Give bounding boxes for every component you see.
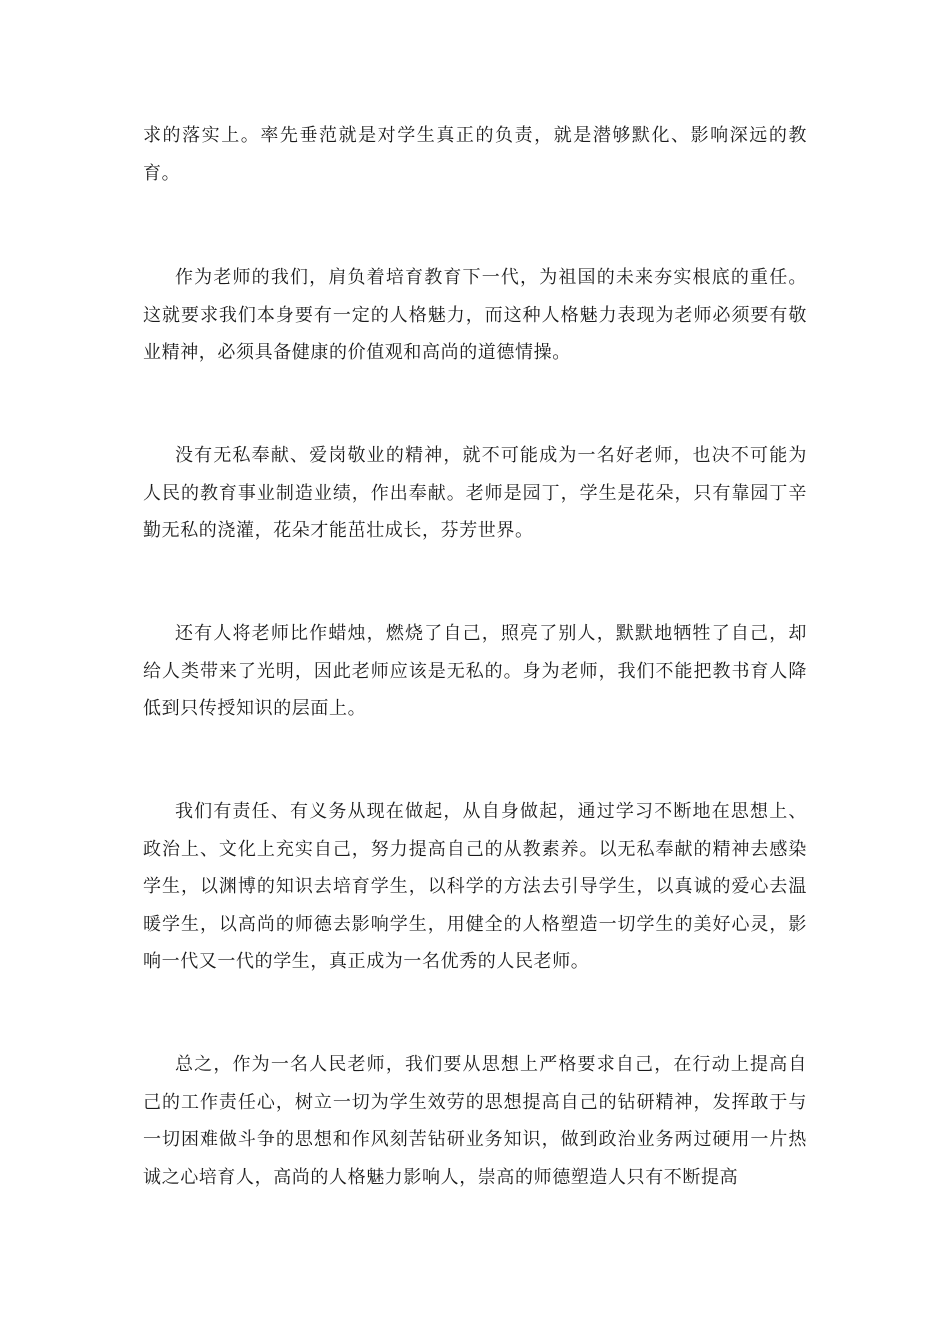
- paragraph-continuation: 求的落实上。率先垂范就是对学生真正的负责，就是潜够默化、影响深远的教育。: [143, 125, 807, 184]
- paragraph-teacher-responsibility: 作为老师的我们，肩负着培育教育下一代，为祖国的未来夯实根底的重任。这就要求我们本身要有一定的人格魅力，而这种人格魅力表现为老师必须要有敬业精神，必须具备健康的价值观和高尚的道德情操。: [143, 267, 807, 363]
- paragraph-duty: 我们有责任、有义务从现在做起，从自身做起，通过学习不断地在思想上、政治上、文化上充实自己，努力提高自己的从教素养。以无私奉献的精神去感染学生，以渊博的知识去培育学生，以科学的方法去引导学生，以真诚的爱心去温暖学生，以高尚的师德去影响学生，用健全的人格塑造一切学生的美好心灵，影响一代又一代的学生，真正成为一名优秀的人民老师。: [143, 801, 807, 972]
- paragraph-conclusion: 总之，作为一名人民老师，我们要从思想上严格要求自己，在行动上提高自己的工作责任心，树立一切为学生效劳的思想提高自己的钻研精神，发挥敢于与一切困难做斗争的思想和作风刻苦钻研业务知识，做到政治业务两过硬用一片热诚之心培育人，高尚的人格魅力影响人，崇高的师德塑造人只有不断提高: [143, 1054, 807, 1188]
- paragraph-candle-metaphor: 还有人将老师比作蜡烛，燃烧了自己，照亮了别人，默默地牺牲了自己，却给人类带来了光明，因此老师应该是无私的。身为老师，我们不能把教书育人降低到只传授知识的层面上。: [143, 623, 807, 719]
- paragraph-dedication: 没有无私奉献、爱岗敬业的精神，就不可能成为一名好老师，也决不可能为人民的教育事业制造业绩，作出奉献。老师是园丁，学生是花朵，只有靠园丁辛勤无私的浇灌，花朵才能茁壮成长，芬芳世界。: [143, 445, 807, 541]
